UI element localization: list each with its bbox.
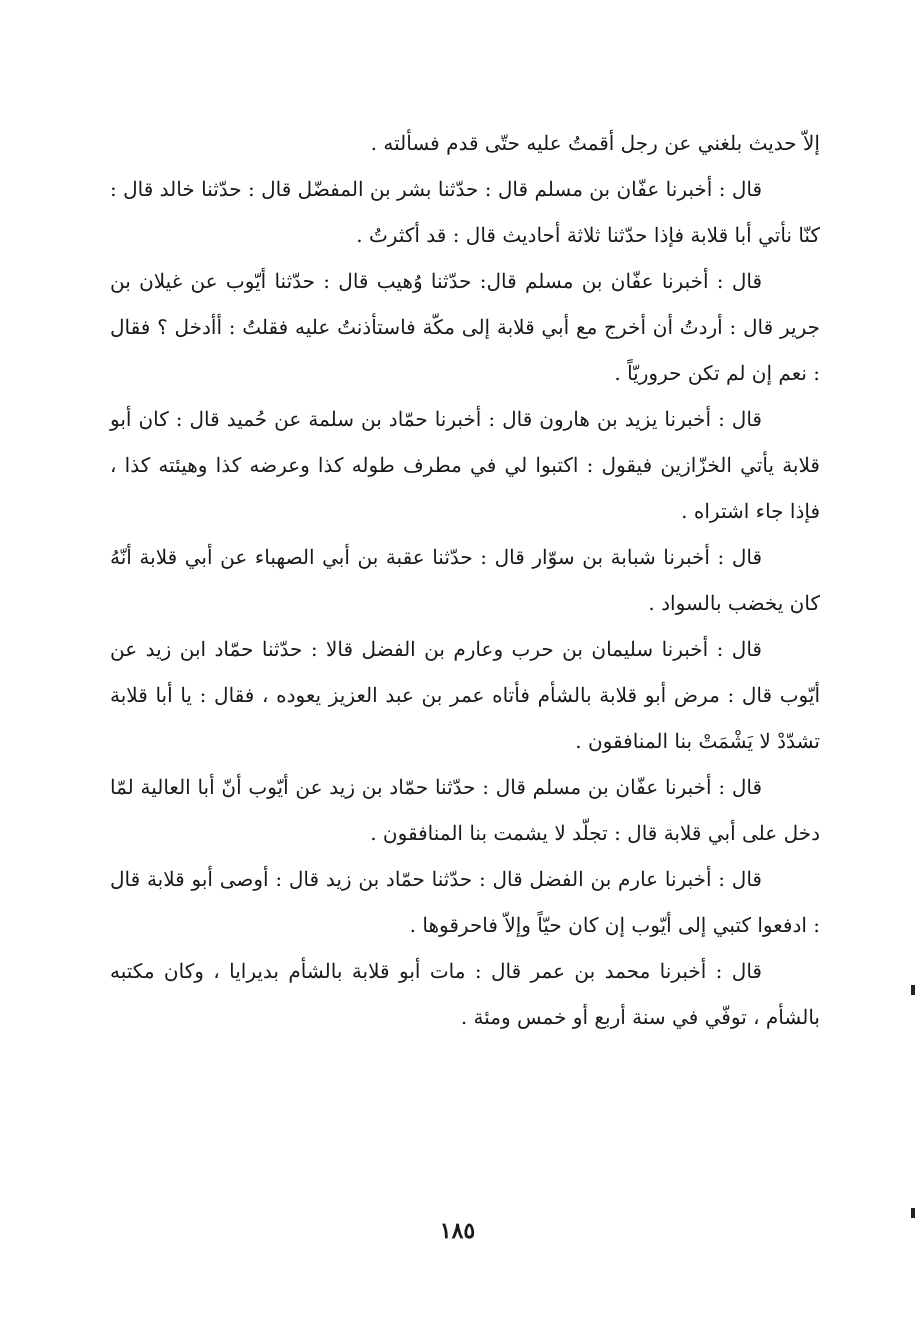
paragraph-5: قال : أخبرنا شبابة بن سوّار قال : حدّثنا عقبة بن أبي الصهباء عن أبي قلابة أنّهُ كان يخضب بالسواد . <box>110 545 820 615</box>
paragraph-6: قال : أخبرنا سليمان بن حرب وعارم بن الفضل قالا : حدّثنا حمّاد ابن زيد عن أيّوب قال : مرض أبو قلابة بالشأم فأتاه عمر بن عبد العزيز يعوده ، فقال : يا أبا قلابة تشدّدْ لا يَشْمَتْ بنا المنافقون . <box>110 637 820 753</box>
paragraph-8: قال : أخبرنا عارم بن الفضل قال : حدّثنا حمّاد بن زيد قال : أوصى أبو قلابة قال : ادفعوا كتبي إلى أيّوب إن كان حيّاً وإلاّ فاحرقوها . <box>110 867 820 937</box>
paragraph-4: قال : أخبرنا يزيد بن هارون قال : أخبرنا حمّاد بن سلمة عن حُميد قال : كان أبو قلابة يأتي الخزّازين فيقول : اكتبوا لي في مطرف طوله كذا وعرضه كذا وهيئته كذا ، فإذا جاء اشتراه . <box>110 407 820 523</box>
paragraph-9: قال : أخبرنا محمد بن عمر قال : مات أبو قلابة بالشأم بديرايا ، وكان مكتبه بالشأم ، توفّي في سنة أربع أو خمس ومئة . <box>110 959 820 1029</box>
paragraph-3: قال : أخبرنا عفّان بن مسلم قال: حدّثنا وُهيب قال : حدّثنا أيّوب عن غيلان بن جرير قال : أردتُ أن أخرج مع أبي قلابة إلى مكّة فاستأذنتُ عليه فقلتُ : أأدخل ؟ فقال : نعم إن لم تكن حروريّاً . <box>110 269 820 385</box>
scan-edge-mark <box>911 1208 915 1218</box>
scan-edge-mark <box>911 985 915 995</box>
page-number: ١٨٥ <box>439 1218 476 1244</box>
paragraph-1: إلاّ حديث بلغني عن رجل أقمتُ عليه حتّى قدم فسألته . <box>370 131 820 155</box>
paragraph-7: قال : أخبرنا عفّان بن مسلم قال : حدّثنا حمّاد بن زيد عن أيّوب أنّ أبا العالية لمّا دخل على أبي قلابة قال : تجلّد لا يشمت بنا المنافقون . <box>110 775 820 845</box>
page-text <box>110 120 820 1040</box>
paragraph-2: قال : أخبرنا عفّان بن مسلم قال : حدّثنا بشر بن المفضّل قال : حدّثنا خالد قال : كنّا نأتي أبا قلابة فإذا حدّثنا ثلاثة أحاديث قال : قد أكثرتُ . <box>110 177 820 247</box>
